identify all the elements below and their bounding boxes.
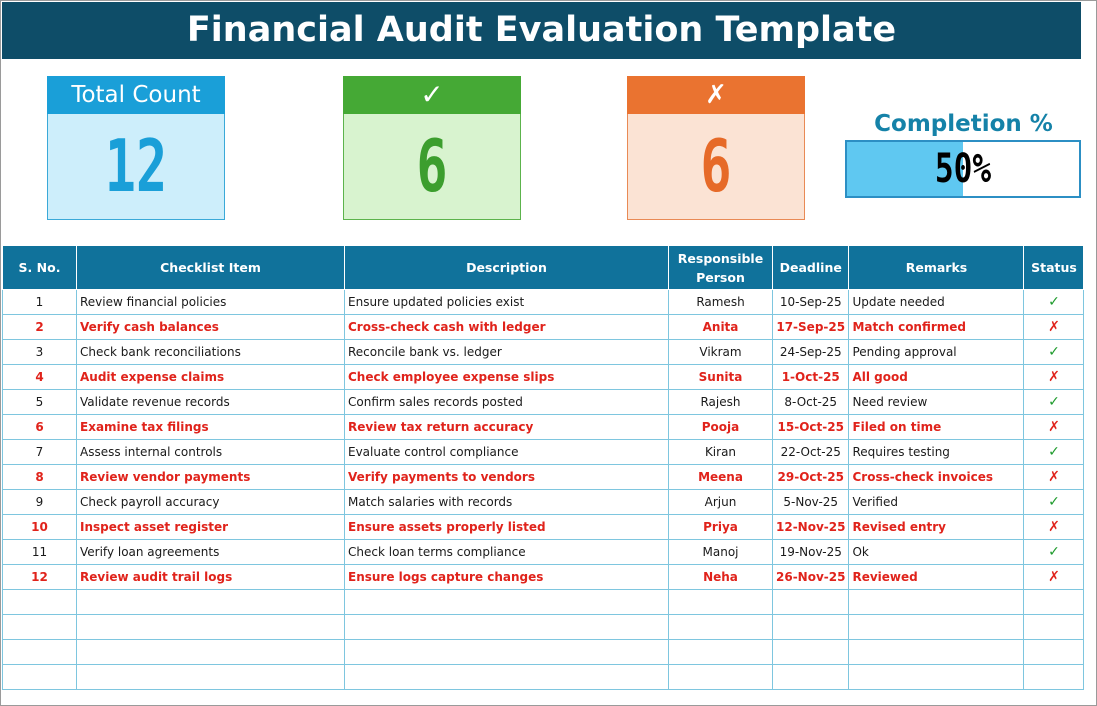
empty-cell[interactable] (849, 615, 1024, 640)
cell-status[interactable] (1024, 440, 1084, 465)
empty-table-row (3, 640, 1084, 665)
table-row (3, 440, 1084, 465)
cell-sno[interactable]: 10 (3, 515, 77, 540)
check-icon: ✓ (343, 76, 521, 114)
table-row (3, 365, 1084, 390)
empty-table-row (3, 665, 1084, 690)
empty-cell[interactable] (3, 640, 77, 665)
cross-icon: ✗ (1048, 369, 1060, 385)
cell-responsible-person[interactable]: Kiran (669, 440, 773, 465)
total-count-value: 12 (104, 124, 168, 208)
cell-remarks[interactable]: All good (849, 365, 1024, 390)
page-title: Financial Audit Evaluation Template (2, 2, 1081, 59)
empty-cell[interactable] (849, 590, 1024, 615)
empty-cell[interactable] (669, 665, 773, 690)
cell-status[interactable] (1024, 365, 1084, 390)
check-icon: ✓ (1048, 494, 1060, 510)
cell-remarks[interactable]: Need review (849, 390, 1024, 415)
cell-checklist-item[interactable]: Audit expense claims (77, 365, 345, 390)
table-row (3, 490, 1084, 515)
cell-deadline[interactable]: 1-Oct-25 (773, 365, 849, 390)
cross-icon: ✗ (1048, 469, 1060, 485)
cell-deadline[interactable]: 15-Oct-25 (773, 415, 849, 440)
empty-cell[interactable] (3, 665, 77, 690)
empty-cell[interactable] (345, 640, 669, 665)
cell-checklist-item[interactable]: Inspect asset register (77, 515, 345, 540)
check-icon: ✓ (1048, 344, 1060, 360)
cell-sno[interactable]: 8 (3, 465, 77, 490)
check-icon: ✓ (1048, 394, 1060, 410)
cell-remarks[interactable]: Ok (849, 540, 1024, 565)
header-deadline[interactable]: Deadline (773, 246, 849, 290)
cross-icon: ✗ (1048, 319, 1060, 335)
header-description[interactable]: Description (345, 246, 669, 290)
cell-responsible-person[interactable]: Manoj (669, 540, 773, 565)
cell-description[interactable]: Match salaries with records (345, 490, 669, 515)
cell-deadline[interactable]: 26-Nov-25 (773, 565, 849, 590)
cell-responsible-person[interactable]: Arjun (669, 490, 773, 515)
cell-sno[interactable]: 7 (3, 440, 77, 465)
empty-cell[interactable] (773, 640, 849, 665)
cell-deadline[interactable]: 22-Oct-25 (773, 440, 849, 465)
cell-deadline[interactable]: 29-Oct-25 (773, 465, 849, 490)
cell-remarks[interactable]: Update needed (849, 290, 1024, 315)
header-status[interactable]: Status (1024, 246, 1084, 290)
cell-status[interactable] (1024, 290, 1084, 315)
table-header-row (3, 246, 1084, 290)
table-row (3, 540, 1084, 565)
cell-checklist-item[interactable]: Review audit trail logs (77, 565, 345, 590)
cell-description[interactable]: Cross-check cash with ledger (345, 315, 669, 340)
table-row (3, 465, 1084, 490)
empty-cell[interactable] (345, 590, 669, 615)
cell-deadline[interactable]: 10-Sep-25 (773, 290, 849, 315)
empty-cell[interactable] (3, 615, 77, 640)
empty-cell[interactable] (3, 590, 77, 615)
table-row (3, 515, 1084, 540)
cell-deadline[interactable]: 12-Nov-25 (773, 515, 849, 540)
cell-sno[interactable]: 4 (3, 365, 77, 390)
cell-checklist-item[interactable]: Verify loan agreements (77, 540, 345, 565)
cell-status[interactable] (1024, 515, 1084, 540)
check-icon: ✓ (1048, 544, 1060, 560)
empty-cell[interactable] (669, 615, 773, 640)
table-row (3, 390, 1084, 415)
empty-cell[interactable] (1024, 590, 1084, 615)
cell-description[interactable]: Ensure updated policies exist (345, 290, 669, 315)
cell-responsible-person[interactable]: Anita (669, 315, 773, 340)
cross-icon: ✗ (1048, 419, 1060, 435)
cell-responsible-person[interactable]: Neha (669, 565, 773, 590)
header-checklist-item[interactable]: Checklist Item (77, 246, 345, 290)
cell-responsible-person[interactable]: Rajesh (669, 390, 773, 415)
cross-icon: ✗ (627, 76, 805, 114)
cell-description[interactable]: Review tax return accuracy (345, 415, 669, 440)
table-row (3, 415, 1084, 440)
cell-remarks[interactable]: Filed on time (849, 415, 1024, 440)
cell-description[interactable]: Verify payments to vendors (345, 465, 669, 490)
cell-remarks[interactable]: Reviewed (849, 565, 1024, 590)
table-row (3, 290, 1084, 315)
empty-cell[interactable] (345, 665, 669, 690)
cell-status[interactable] (1024, 490, 1084, 515)
empty-cell[interactable] (77, 590, 345, 615)
cell-description[interactable]: Check employee expense slips (345, 365, 669, 390)
completion-label: Completion % (874, 111, 1053, 137)
cell-responsible-person[interactable]: Pooja (669, 415, 773, 440)
cell-description[interactable]: Ensure assets properly listed (345, 515, 669, 540)
empty-cell[interactable] (773, 590, 849, 615)
cell-remarks[interactable]: Requires testing (849, 440, 1024, 465)
table-row (3, 315, 1084, 340)
cell-checklist-item[interactable]: Review vendor payments (77, 465, 345, 490)
empty-cell[interactable] (773, 665, 849, 690)
cell-sno[interactable]: 6 (3, 415, 77, 440)
check-icon: ✓ (1048, 444, 1060, 460)
cell-responsible-person[interactable]: Priya (669, 515, 773, 540)
cell-remarks[interactable]: Verified (849, 490, 1024, 515)
cell-responsible-person[interactable]: Ramesh (669, 290, 773, 315)
cell-deadline[interactable]: 24-Sep-25 (773, 340, 849, 365)
empty-cell[interactable] (849, 665, 1024, 690)
cell-remarks[interactable]: Pending approval (849, 340, 1024, 365)
cell-status[interactable] (1024, 415, 1084, 440)
cell-description[interactable]: Ensure logs capture changes (345, 565, 669, 590)
cross-icon: ✗ (1048, 519, 1060, 535)
completed-count-value: 6 (416, 124, 448, 208)
empty-cell[interactable] (669, 590, 773, 615)
empty-cell[interactable] (1024, 615, 1084, 640)
empty-cell[interactable] (849, 640, 1024, 665)
cell-responsible-person[interactable]: Vikram (669, 340, 773, 365)
cell-deadline[interactable]: 19-Nov-25 (773, 540, 849, 565)
cell-sno[interactable]: 5 (3, 390, 77, 415)
cell-status[interactable] (1024, 565, 1084, 590)
cell-status[interactable] (1024, 465, 1084, 490)
cell-status[interactable] (1024, 340, 1084, 365)
empty-cell[interactable] (1024, 640, 1084, 665)
cell-sno[interactable]: 12 (3, 565, 77, 590)
header-remarks[interactable]: Remarks (849, 246, 1024, 290)
cell-status[interactable] (1024, 315, 1084, 340)
completion-progress-bar (845, 140, 1081, 198)
cell-sno[interactable]: 9 (3, 490, 77, 515)
cell-remarks[interactable]: Cross-check invoices (849, 465, 1024, 490)
cell-remarks[interactable]: Revised entry (849, 515, 1024, 540)
empty-cell[interactable] (773, 615, 849, 640)
empty-table-row (3, 615, 1084, 640)
cell-checklist-item[interactable]: Review financial policies (77, 290, 345, 315)
total-count-card (47, 76, 225, 220)
table-row (3, 565, 1084, 590)
table-row (3, 340, 1084, 365)
cell-checklist-item[interactable]: Check bank reconciliations (77, 340, 345, 365)
total-count-label: Total Count (47, 76, 225, 114)
cross-icon: ✗ (1048, 569, 1060, 585)
cell-description[interactable]: Reconcile bank vs. ledger (345, 340, 669, 365)
cell-remarks[interactable]: Match confirmed (849, 315, 1024, 340)
cell-sno[interactable]: 3 (3, 340, 77, 365)
cell-deadline[interactable]: 8-Oct-25 (773, 390, 849, 415)
cell-status[interactable] (1024, 540, 1084, 565)
cell-checklist-item[interactable]: Verify cash balances (77, 315, 345, 340)
pending-count-card (627, 76, 805, 220)
empty-cell[interactable] (77, 640, 345, 665)
cell-description[interactable]: Confirm sales records posted (345, 390, 669, 415)
empty-cell[interactable] (345, 615, 669, 640)
cell-description[interactable]: Check loan terms compliance (345, 540, 669, 565)
cell-checklist-item[interactable]: Examine tax filings (77, 415, 345, 440)
cell-deadline[interactable]: 17-Sep-25 (773, 315, 849, 340)
completion-value: 50% (934, 146, 992, 192)
cell-description[interactable]: Evaluate control compliance (345, 440, 669, 465)
audit-checklist-table (2, 245, 1084, 690)
cell-sno[interactable]: 1 (3, 290, 77, 315)
cell-checklist-item[interactable]: Validate revenue records (77, 390, 345, 415)
cell-checklist-item[interactable]: Assess internal controls (77, 440, 345, 465)
pending-count-value: 6 (700, 124, 732, 208)
cell-sno[interactable]: 11 (3, 540, 77, 565)
cell-status[interactable] (1024, 390, 1084, 415)
empty-cell[interactable] (77, 615, 345, 640)
empty-cell[interactable] (669, 640, 773, 665)
cell-checklist-item[interactable]: Check payroll accuracy (77, 490, 345, 515)
completed-count-card (343, 76, 521, 220)
check-icon: ✓ (1048, 294, 1060, 310)
cell-responsible-person[interactable]: Meena (669, 465, 773, 490)
empty-cell[interactable] (77, 665, 345, 690)
cell-sno[interactable]: 2 (3, 315, 77, 340)
empty-table-row (3, 590, 1084, 615)
header-sno[interactable]: S. No. (3, 246, 77, 290)
cell-deadline[interactable]: 5-Nov-25 (773, 490, 849, 515)
header-responsible-person[interactable]: Responsible Person (669, 246, 773, 290)
empty-cell[interactable] (1024, 665, 1084, 690)
cell-responsible-person[interactable]: Sunita (669, 365, 773, 390)
